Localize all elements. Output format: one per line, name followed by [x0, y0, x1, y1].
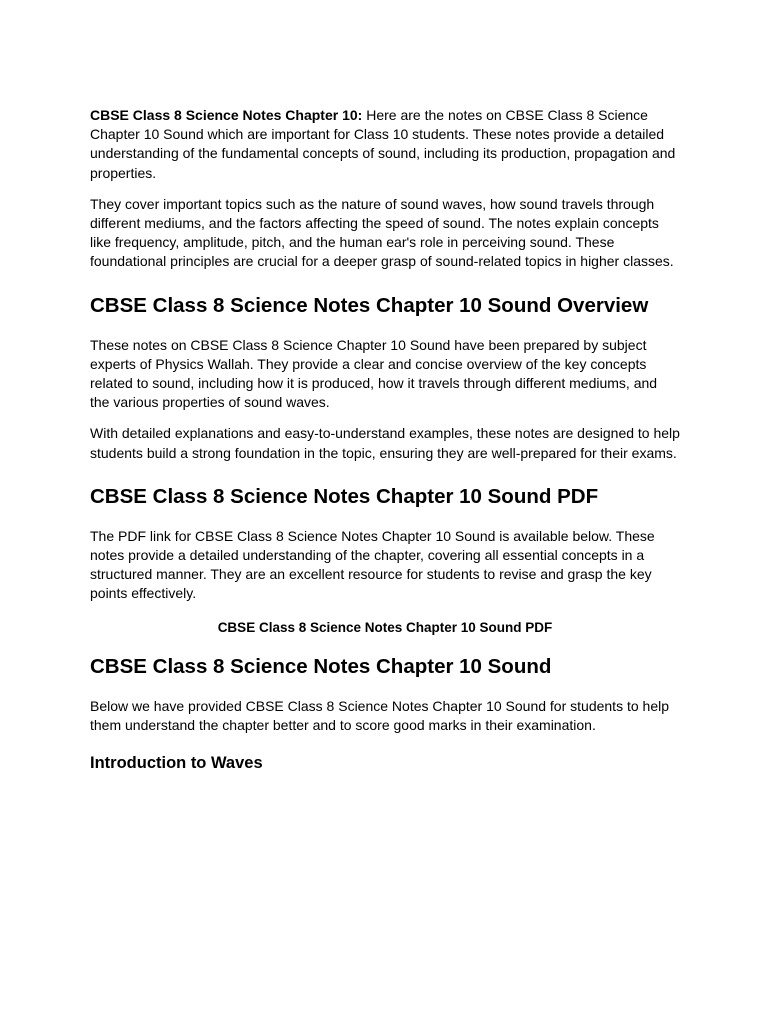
pdf-paragraph: The PDF link for CBSE Class 8 Science Notes Chapter 10 Sound is available below. These notes provide a detailed understanding of the chapter, covering all essential concepts in a structured manner. They are an excellent resource for students to revise and grasp the key points effectively.	[90, 527, 655, 602]
intro-lead-bold: CBSE Class 8 Science Notes Chapter 10:	[90, 107, 363, 123]
waves-subheading: Introduction to Waves	[90, 754, 263, 773]
overview-paragraph-1: These notes on CBSE Class 8 Science Chapter 10 Sound have been prepared by subject experts of Physics Wallah. They provide a clear and concise overview of the key concepts related to sound, including how it is produced, how it travels through different mediums, and the various properties of sound waves.	[90, 336, 658, 411]
intro-paragraph	[90, 106, 680, 183]
overview-paragraph-2: With detailed explanations and easy-to-understand examples, these notes are designed to help students build a strong foundation in the topic, ensuring they are well-prepared for their exams.	[90, 425, 680, 461]
overview-heading: CBSE Class 8 Science Notes Chapter 10 Sound Overview	[90, 293, 649, 317]
pdf-heading: CBSE Class 8 Science Notes Chapter 10 Sound PDF	[90, 484, 599, 508]
sound-paragraph: Below we have provided CBSE Class 8 Science Notes Chapter 10 Sound for students to help them understand the chapter better and to score good marks in their examination.	[90, 697, 669, 733]
intro-paragraph-2: They cover important topics such as the nature of sound waves, how sound travels through different mediums, and the factors affecting the speed of sound. The notes explain concepts like frequency, amplitude, pitch, and the human ear's role in perceiving sound. These foundational principles are crucial for a deeper grasp of sound-related topics in higher classes.	[90, 195, 674, 270]
pdf-download-link[interactable]: CBSE Class 8 Science Notes Chapter 10 Sound PDF	[217, 619, 553, 635]
sound-heading: CBSE Class 8 Science Notes Chapter 10 Sound	[90, 654, 552, 678]
document-page	[90, 104, 680, 775]
intro-lead-text: Here are the notes on CBSE Class 8 Science Chapter 10 Sound which are important for Class 10 students. These notes provide a detailed understanding of the fundamental concepts of sound, including its production, propagation and properties.	[90, 107, 676, 181]
